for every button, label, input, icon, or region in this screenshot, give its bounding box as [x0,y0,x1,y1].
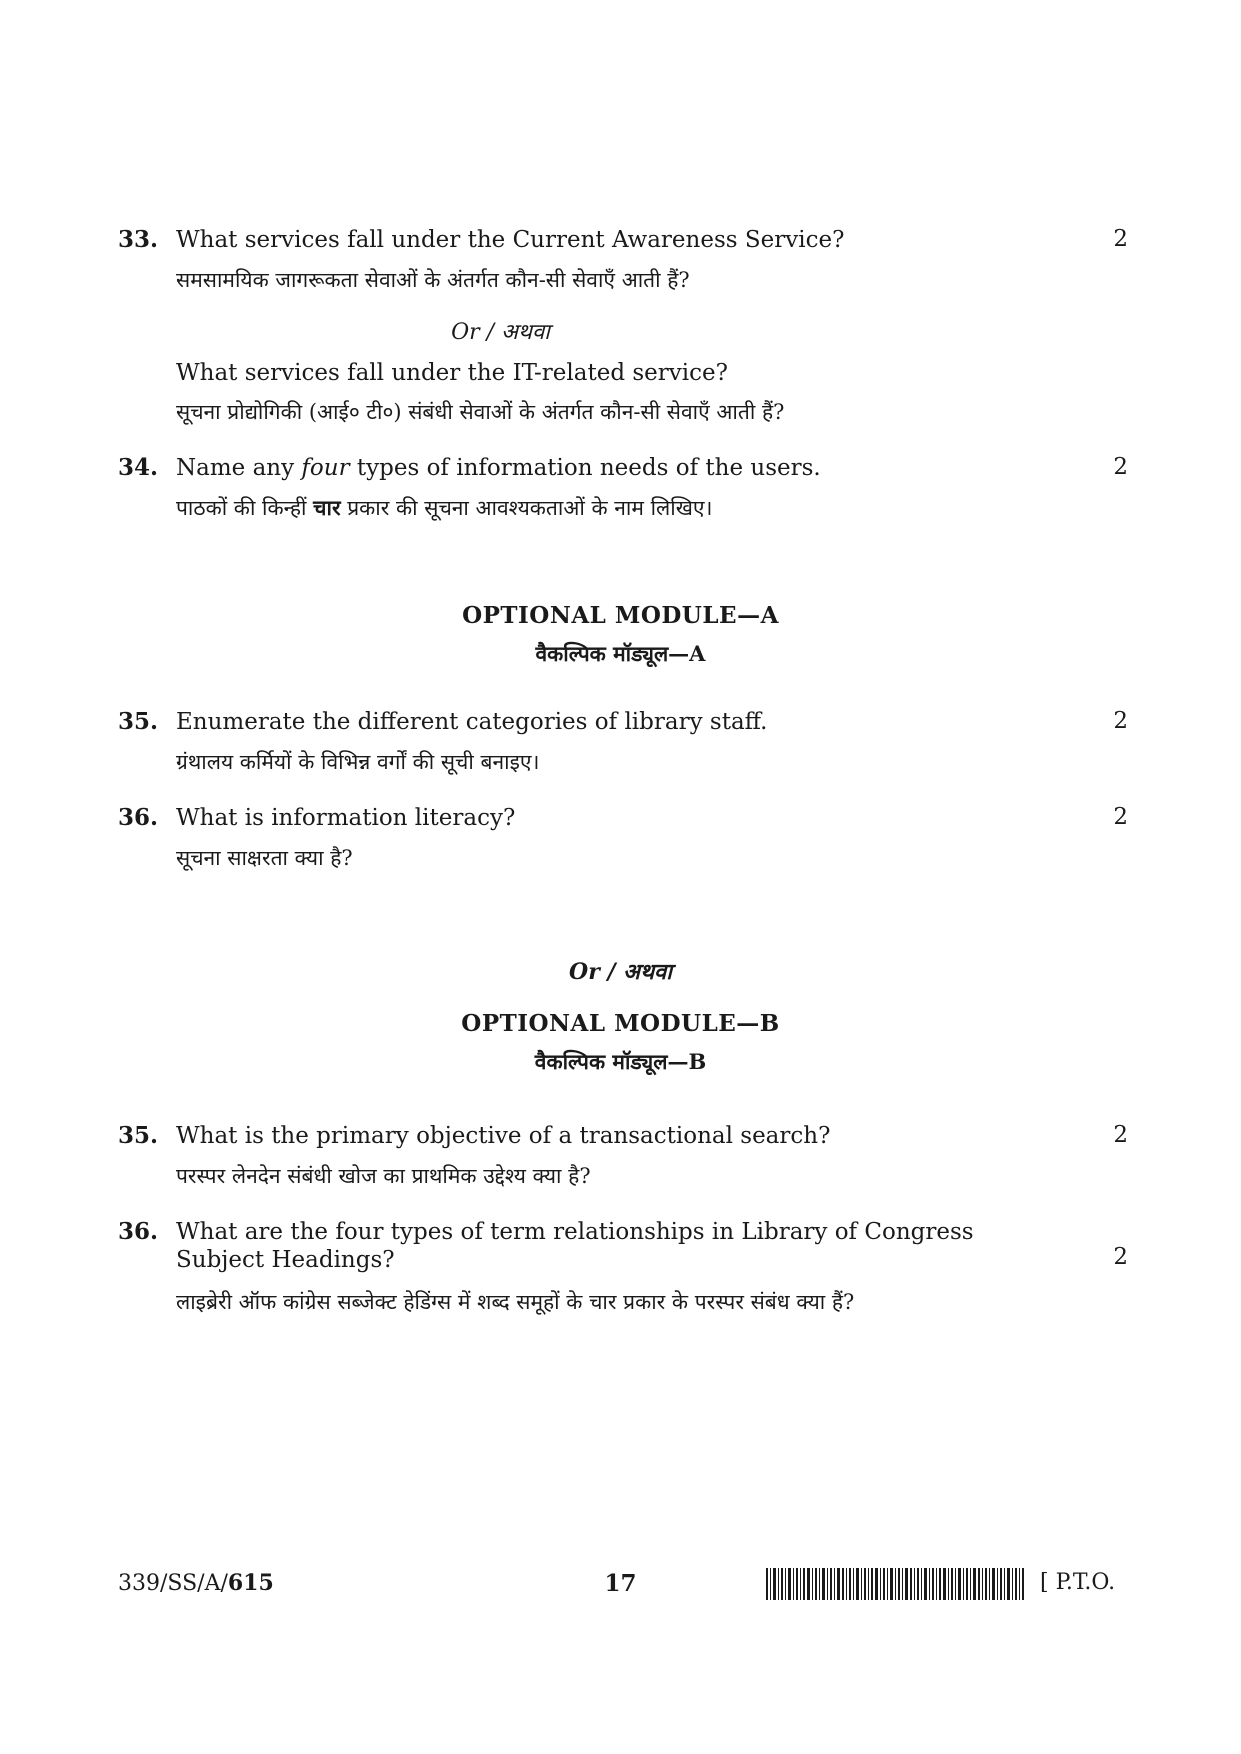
question-number: 36. [118,1218,159,1245]
question-text-en: What services fall under the Current Awareness Service? [176,227,845,253]
pto-label: [ P.T.O. [1040,1570,1116,1595]
question-text-en: What is information literacy? [176,805,516,831]
question-number: 35. [118,1122,159,1149]
marks: 2 [1113,708,1128,734]
module-a-title: OPTIONAL MODULE—A [462,602,779,629]
question-number: 33. [118,226,159,253]
alt-question-text-hi: सूचना प्रोद्योगिकी (आई० टी०) संबंधी सेवाओं के अंतर्गत कौन-सी सेवाएँ आती हैं? [176,400,785,424]
module-b-title: OPTIONAL MODULE—B [461,1010,780,1037]
or-separator: Or / अथवा [569,959,672,985]
barcode-icon [766,1568,1024,1600]
question-text-en: Name any four types of information needs of the users. [176,455,821,481]
marks: 2 [1113,804,1128,830]
page-number: 17 [604,1570,637,1597]
question-text-hi: लाइब्रेरी ऑफ कांग्रेस सब्जेक्ट हेडिंग्स में शब्द समूहों के चार प्रकार के परस्पर संबंध क्या हैं? [176,1290,855,1314]
question-text-en: What are the four types of term relationships in Library of Congress Subject Headings? [176,1219,974,1273]
question-text-hi: समसामयिक जागरूकता सेवाओं के अंतर्गत कौन-सी सेवाएँ आती हैं? [176,268,690,292]
question-text-hi: सूचना साक्षरता क्या है? [176,846,353,870]
question-number: 35. [118,708,159,735]
question-text-hi: परस्पर लेनदेन संबंधी खोज का प्राथमिक उद्देश्य क्या है? [176,1164,591,1188]
marks: 2 [1113,454,1128,480]
emphasis: चार [313,495,341,520]
paper-code: 339/SS/A/615 [118,1570,274,1596]
question-text-en: Enumerate the different categories of library staff. [176,709,768,735]
module-a-title-hi: वैकल्पिक मॉड्यूल—A [535,641,706,666]
marks: 2 [1113,226,1128,252]
emphasis: four [301,455,350,481]
alt-question-text-en: What services fall under the IT-related service? [176,360,728,386]
question-number: 34. [118,454,159,481]
marks: 2 [1113,1244,1128,1270]
question-text-hi: पाठकों की किन्हीं चार प्रकार की सूचना आवश्यकताओं के नाम लिखिए। [176,495,713,520]
question-text-en: What is the primary objective of a transactional search? [176,1123,831,1149]
question-number: 36. [118,804,159,831]
question-text-hi: ग्रंथालय कर्मियों के विभिन्न वर्गों की सूची बनाइए। [176,750,540,774]
module-b-title-hi: वैकल्पिक मॉड्यूल—B [534,1049,707,1074]
marks: 2 [1113,1122,1128,1148]
or-label: Or / अथवा [451,320,550,345]
